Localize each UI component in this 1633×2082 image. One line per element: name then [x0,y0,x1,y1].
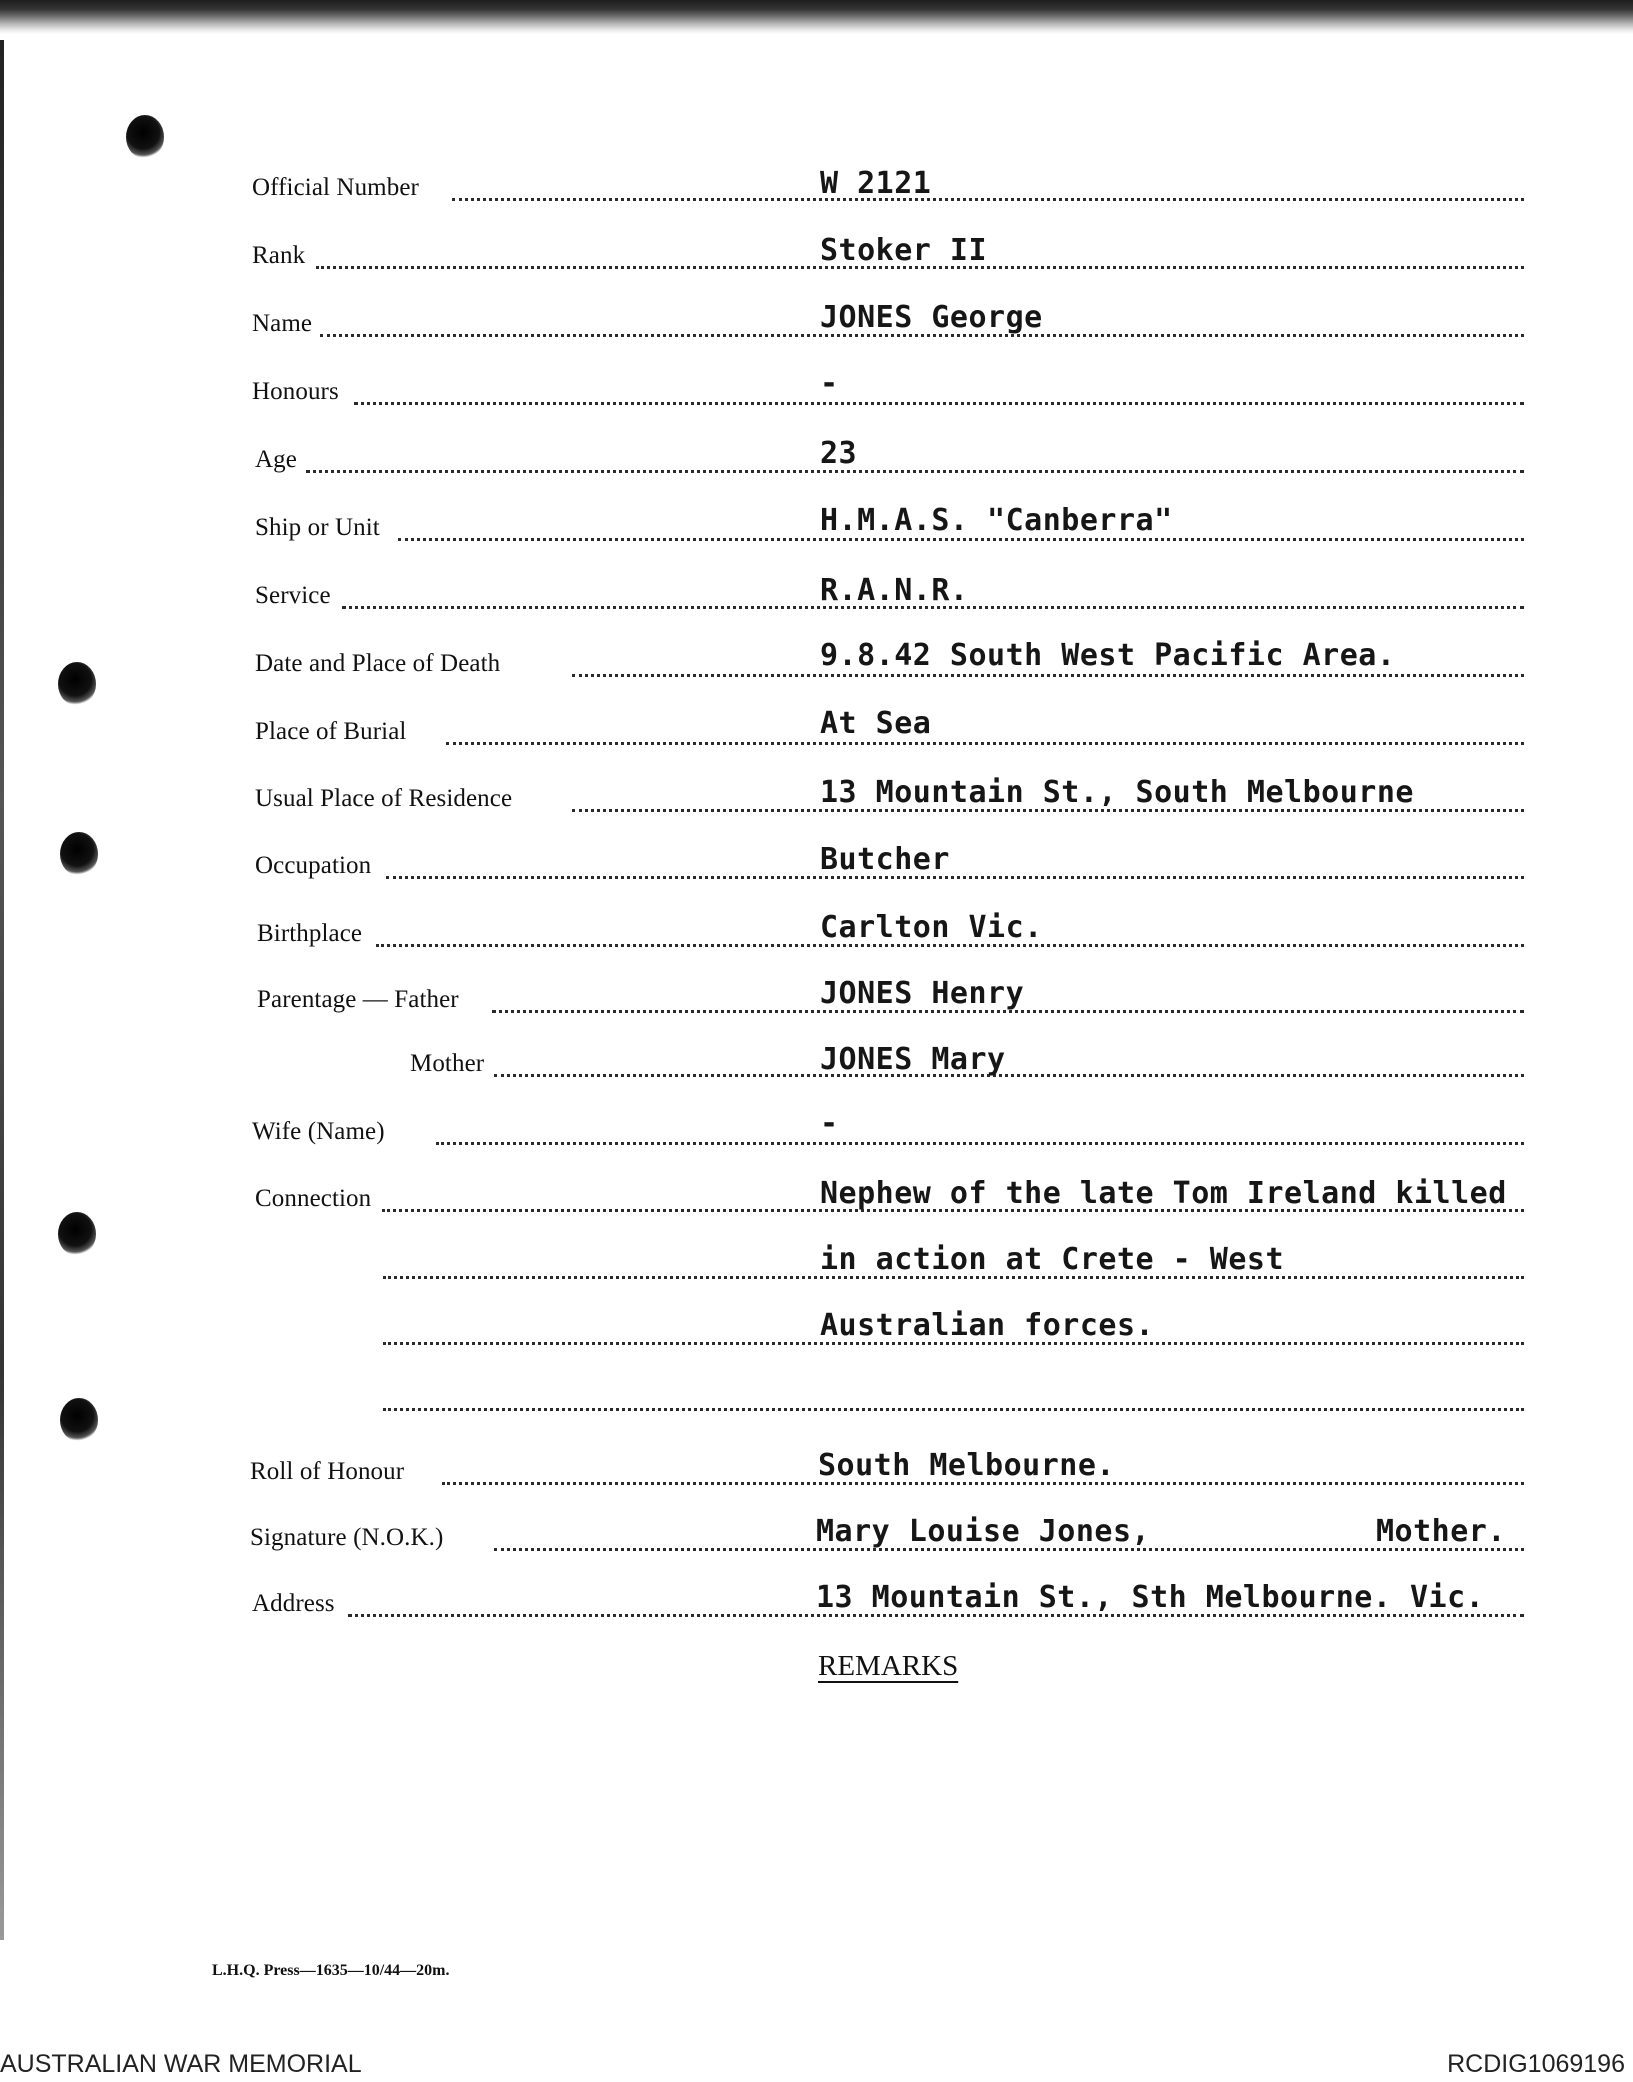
field-label-date-place-of-death: Date and Place of Death [255,650,501,677]
field-label-address: Address [252,1590,335,1617]
punch-hole [60,1398,98,1442]
field-label-connection: Connection [255,1185,372,1212]
field-label-official-number: Official Number [252,174,419,201]
field-value-date-place-of-death: 9.8.42 South West Pacific Area. [820,638,1396,673]
punch-hole [58,1212,96,1256]
field-value-mother: JONES Mary [820,1042,1006,1077]
field-value-roll-of-honour: South Melbourne. [818,1448,1115,1483]
field-label-place-of-burial: Place of Burial [255,718,407,745]
dotted-leader [494,1074,1524,1077]
field-value-connection: Nephew of the late Tom Ireland killed [820,1176,1507,1211]
punch-hole [58,662,96,706]
scan-edge-top [0,0,1633,34]
punch-hole [126,115,164,159]
field-value-address: 13 Mountain St., Sth Melbourne. Vic. [816,1580,1485,1615]
field-value-occupation: Butcher [820,842,950,877]
dotted-leader [572,674,1524,677]
field-value-birthplace: Carlton Vic. [820,910,1043,945]
field-label-mother: Mother [410,1050,485,1077]
field-value-father: JONES Henry [820,976,1025,1011]
field-label-ship-or-unit: Ship or Unit [255,514,380,541]
field-value-official-number: W 2121 [820,166,932,201]
dotted-leader [398,538,1524,541]
dotted-leader [446,742,1524,745]
punch-hole [60,832,98,876]
dotted-leader [306,470,1524,473]
field-value-usual-residence: 13 Mountain St., South Melbourne [820,775,1414,810]
dotted-leader [386,876,1524,879]
remarks-heading: REMARKS [818,1650,959,1682]
dotted-leader [436,1142,1524,1145]
footer-record-id: RCDIG1069196 [1447,2050,1625,2078]
field-label-rank: Rank [252,242,306,269]
field-value-wife: - [820,1106,839,1141]
field-label-usual-residence: Usual Place of Residence [255,785,513,812]
field-value-age: 23 [820,436,858,471]
field-label-signature-nok: Signature (N.O.K.) [250,1524,444,1551]
field-value-honours: - [820,366,839,401]
signature-relation: Mother. [1376,1514,1506,1549]
field-label-honours: Honours [252,378,339,405]
field-value-connection-line-3: Australian forces. [820,1308,1155,1343]
field-value-ship-or-unit: H.M.A.S. "Canberra" [820,503,1173,538]
field-label-age: Age [255,446,297,473]
dotted-leader [383,1408,1524,1411]
field-label-father: Parentage — Father [257,986,459,1013]
field-label-wife: Wife (Name) [252,1118,385,1145]
field-label-service: Service [255,582,331,609]
field-value-rank: Stoker II [820,233,988,268]
field-value-service: R.A.N.R. [820,573,969,608]
field-value-signature-nok: Mary Louise Jones, [816,1514,1151,1549]
field-label-roll-of-honour: Roll of Honour [250,1458,405,1485]
field-value-name: JONES George [820,300,1043,335]
dotted-leader [354,402,1524,405]
field-label-birthplace: Birthplace [257,920,363,947]
field-value-place-of-burial: At Sea [820,706,932,741]
footer-archive-name: AUSTRALIAN WAR MEMORIAL [0,2050,362,2078]
field-label-name: Name [252,310,313,337]
press-mark: L.H.Q. Press—1635—10/44—20m. [212,1962,450,1979]
field-value-connection-line-2: in action at Crete - West [820,1242,1285,1277]
field-label-occupation: Occupation [255,852,372,879]
scan-edge-left [0,40,4,1940]
dotted-leader [452,198,1524,201]
